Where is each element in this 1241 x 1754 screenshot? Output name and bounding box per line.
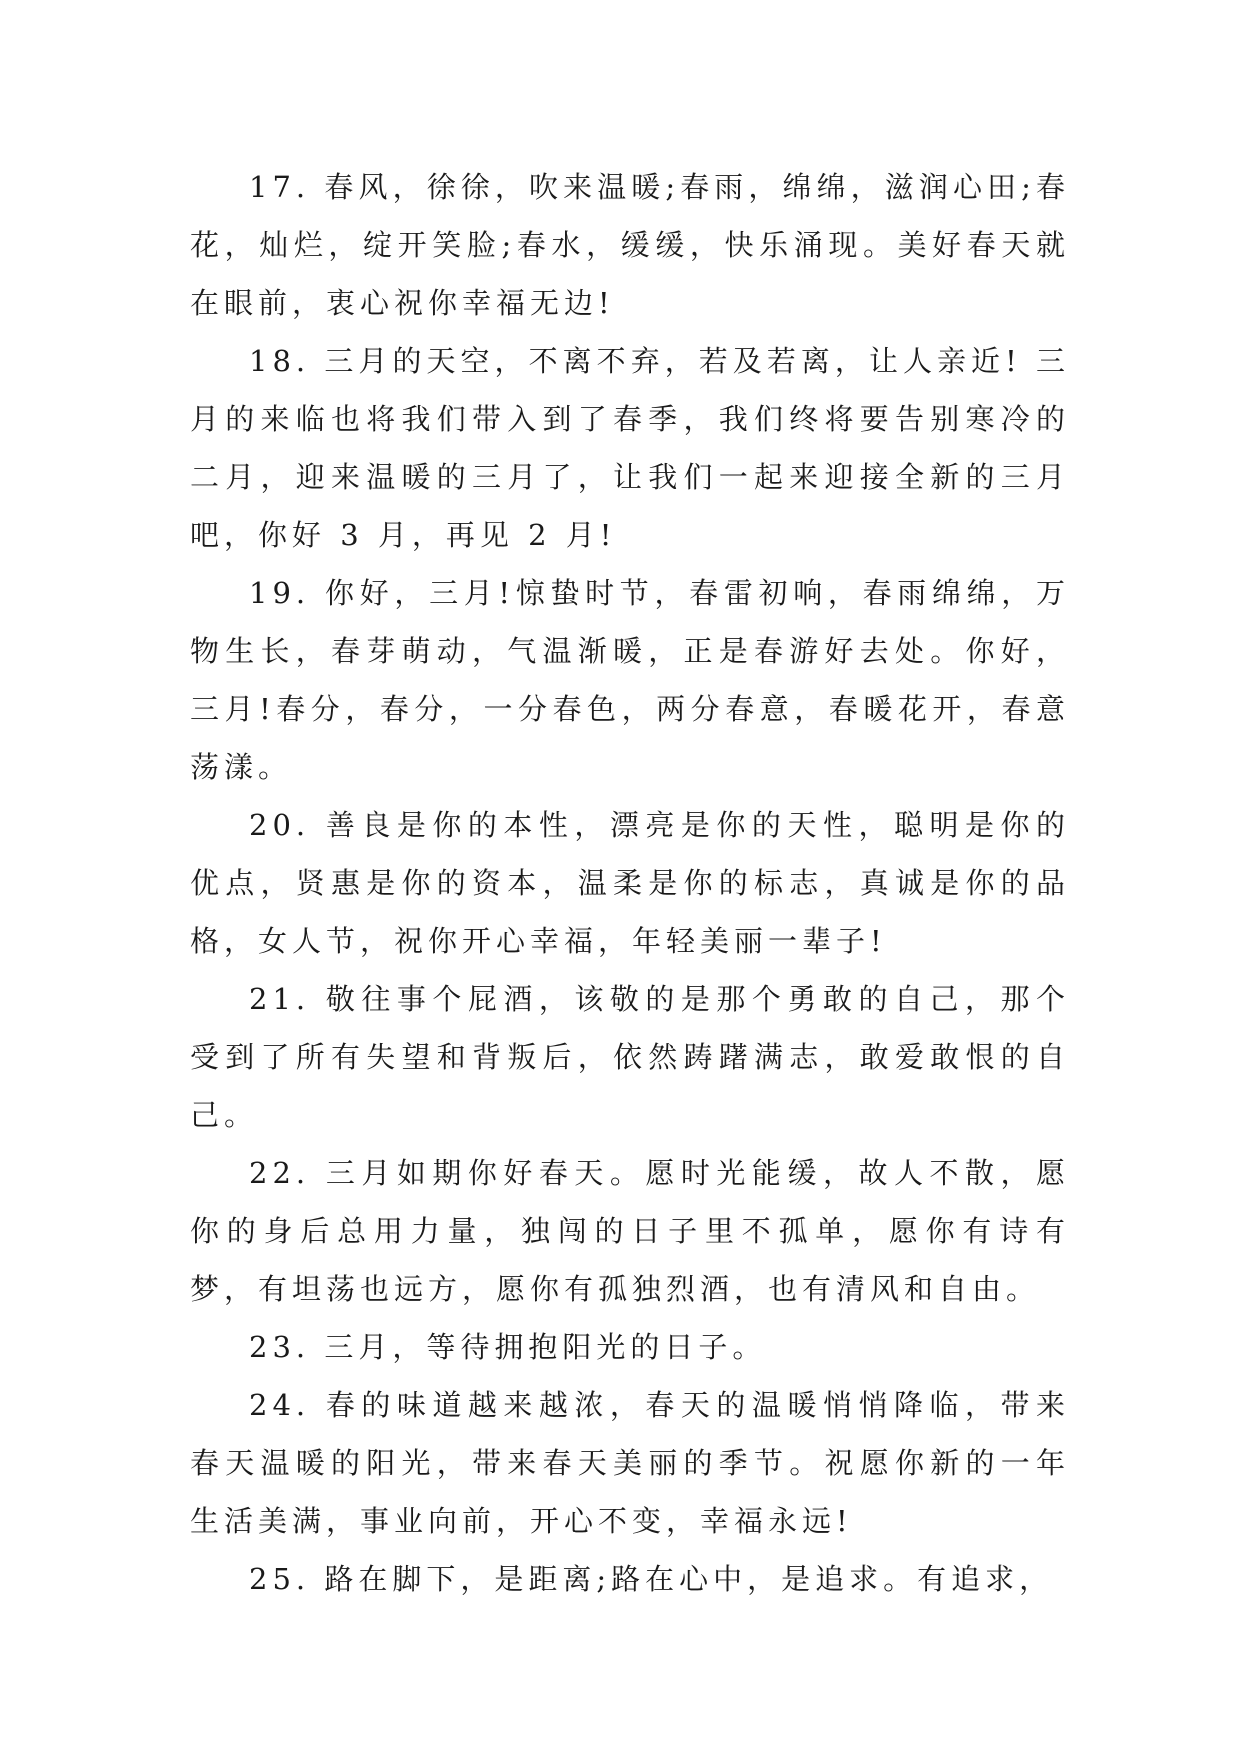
paragraph-19: 19. 你好，三月!惊蛰时节，春雷初响，春雨绵绵，万物生长，春芽萌动，气温渐暖，正是春游好去处。你好，三月!春分，春分，一分春色，两分春意，春暖花开，春意荡漾。 — [190, 576, 1070, 784]
paragraph-24: 24. 春的味道越来越浓，春天的温暖悄悄降临，带来春天温暖的阳光，带来春天美丽的季节。祝愿你新的一年生活美满，事业向前，开心不变，幸福永远! — [190, 1388, 1070, 1538]
paragraph-18: 18. 三月的天空，不离不弃，若及若离，让人亲近! 三月的来临也将我们带入到了春季，我们终将要告别寒冷的二月，迎来温暖的三月了，让我们一起来迎接全新的三月吧，你好 3 月，再见 2 月! — [190, 344, 1070, 552]
paragraph-17: 17. 春风，徐徐，吹来温暖;春雨，绵绵，滋润心田;春花，灿烂，绽开笑脸;春水，缓缓，快乐涌现。美好春天就在眼前，衷心祝你幸福无边! — [190, 170, 1070, 320]
paragraph-21: 21. 敬往事个屁酒，该敬的是那个勇敢的自己，那个受到了所有失望和背叛后，依然踌躇满志，敢爱敢恨的自己。 — [190, 982, 1070, 1132]
paragraph-20: 20. 善良是你的本性，漂亮是你的天性，聪明是你的优点，贤惠是你的资本，温柔是你的标志，真诚是你的品格，女人节，祝你开心幸福，年轻美丽一辈子! — [190, 808, 1070, 958]
paragraph-23: 23. 三月，等待拥抱阳光的日子。 — [249, 1330, 767, 1364]
paragraph-22: 22. 三月如期你好春天。愿时光能缓，故人不散，愿你的身后总用力量，独闯的日子里不孤单，愿你有诗有梦，有坦荡也远方，愿你有孤独烈酒，也有清风和自由。 — [190, 1156, 1070, 1306]
document-body — [190, 158, 1070, 1608]
paragraph-25: 25. 路在脚下，是距离;路在心中，是追求。有追求， — [249, 1562, 1054, 1596]
